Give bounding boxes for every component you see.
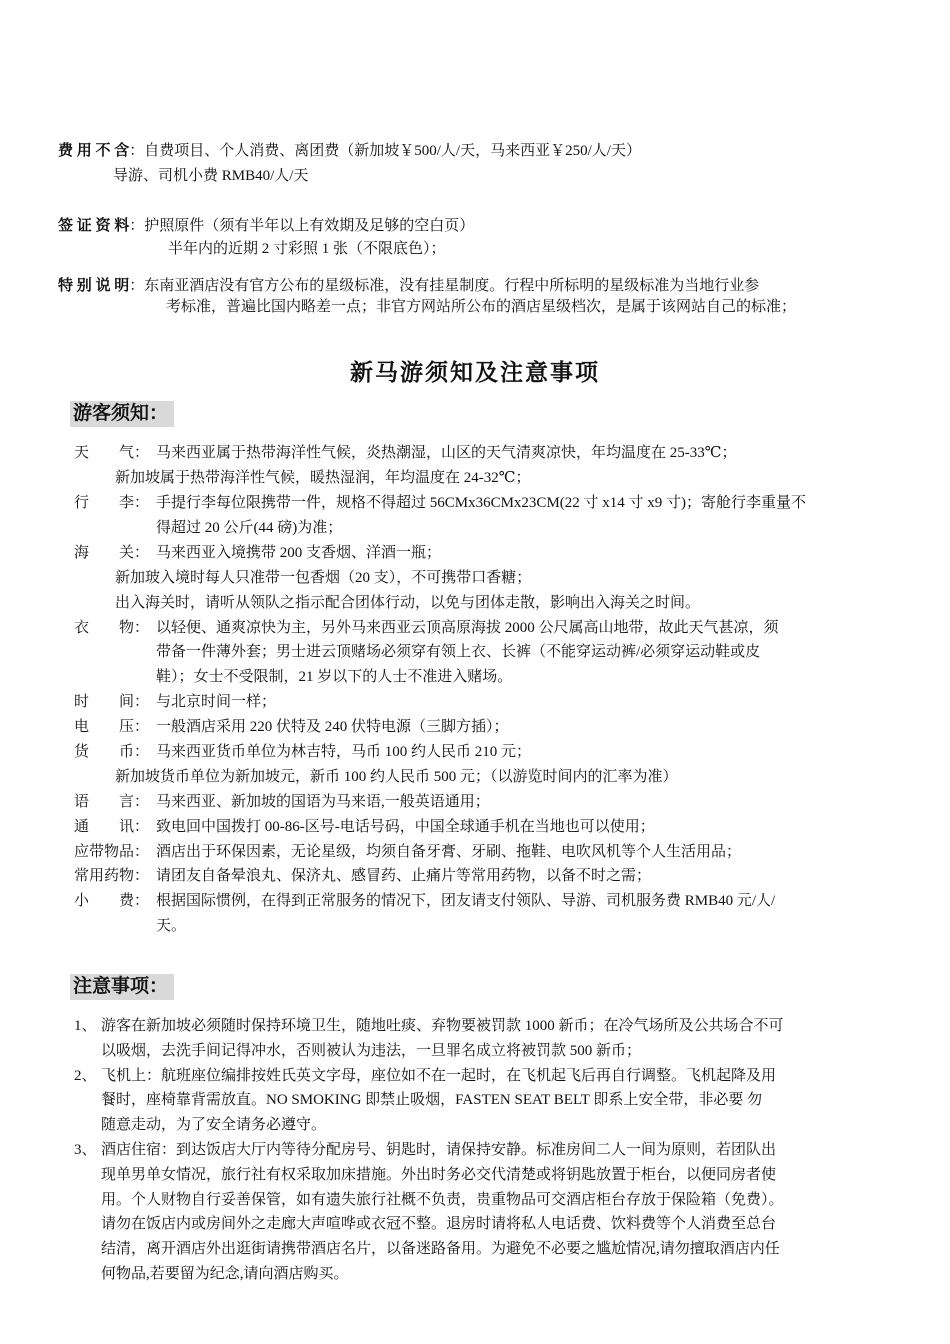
customs-text-2: 新加玻入境时每人只准带一包香烟（20 支），不可携带口香糖；: [115, 570, 532, 586]
guide-language: [74, 792, 490, 812]
weather-text-1: 马来西亚属于热带海洋性气候，炎热潮湿，山区的天气清爽凉快，年均温度在 25-33℃；: [156, 445, 737, 461]
guide-luggage: [74, 493, 806, 513]
voltage-text-1: 一般酒店采用 220 伏特及 240 伏特电源（三脚方插）；: [156, 719, 509, 735]
fee-text-1: ：自费项目、个人消费、离团费（新加坡￥500/人/天，马来西亚￥250/人/天）: [129, 143, 641, 159]
special-text-2: 考标准，普遍比国内略差一点；非官方网站所公布的酒店星级档次，是属于该网站自己的标准；: [166, 299, 797, 315]
voltage-label: 电 压：: [74, 719, 150, 735]
guide-tips: [74, 891, 775, 911]
guide-medicine: [74, 866, 651, 886]
items-label: 应带物品：: [74, 844, 150, 860]
note-2-line-1: 飞机上：航班座位编排按姓氏英文字母，座位如不在一起时，在飞机起飞后再自行调整。飞机起降及用: [101, 1068, 777, 1084]
note-3-line-6: 何物品,若要留为纪念,请向酒店购买。: [101, 1266, 349, 1282]
note-1-line-2: 以吸烟，去洗手间记得冲水，否则被认为违法，一旦罪名成立将被罚款 500 新币；: [101, 1043, 642, 1059]
guide-time: [74, 692, 276, 712]
meds-text-1: 请团友自备晕浪丸、保济丸、感冒药、止痛片等常用药物，以备不时之需；: [156, 868, 652, 884]
fee-row: [58, 141, 641, 161]
clothes-label: 衣 物：: [74, 620, 150, 636]
tips-text-1: 根据国际惯例，在得到正常服务的情况下，团友请支付领队、导游、司机服务费 RMB40 元/人/: [156, 893, 776, 909]
note-3-line-4: 请勿在饭店内或房间外之走廊大声喧哗或衣冠不整。退房时请将私人电话费、饮料费等个人消费至总台: [101, 1216, 777, 1232]
luggage-label: 行 李：: [74, 495, 150, 511]
note-3-line-2: 现单男单女情况，旅行社有权采取加床措施。外出时务必交代清楚或将钥匙放置于柜台，以便同房者使: [101, 1167, 777, 1183]
clothes-text-2: 带备一件薄外套；男士进云顶赌场必须穿有领上衣、长裤（不能穿运动裤/必须穿运动鞋或皮: [156, 644, 761, 660]
customs-label: 海 关：: [74, 545, 150, 561]
special-label: 特 别 说 明: [58, 278, 130, 294]
clothes-text-3: 鞋）；女士不受限制，21 岁以下的人士不准进入赌场。: [156, 669, 513, 685]
visa-row: [58, 216, 474, 236]
section-heading-notes: 注意事项：: [70, 974, 174, 1000]
note-1-line-1: 游客在新加坡必须随时保持环境卫生，随地吐痰、弃物要被罚款 1000 新币；在冷气场所及公共场合不可: [101, 1018, 784, 1034]
note-2-line-3: 随意走动，为了安全请务必遵守。: [101, 1117, 327, 1133]
section-heading-guide: 游客须知：: [70, 401, 174, 427]
comm-text-1: 致电回中国拨打 00-86-区号-电话号码，中国全球通手机在当地也可以使用；: [156, 819, 655, 835]
items-text-1: 酒店出于环保因素，无论星级，均须自备牙膏、牙刷、拖鞋、电吹风机等个人生活用品；: [156, 844, 742, 860]
fee-label: 费 用 不 含: [58, 143, 130, 159]
guide-customs: [74, 543, 441, 563]
special-row: [58, 276, 759, 296]
visa-text-2: 半年内的近期 2 寸彩照 1 张（不限底色）；: [168, 241, 446, 257]
note-3-line-5: 结清，离开酒店外出逛街请携带酒店名片，以备迷路备用。为避免不必要之尴尬情况,请勿擅取酒店内任: [101, 1241, 780, 1257]
note-1-number: 1、: [74, 1018, 97, 1034]
clothes-text-1: 以轻便、通爽凉快为主，另外马来西亚云顶高原海拔 2000 公尺属高山地带，故此天气甚凉，须: [156, 620, 779, 636]
luggage-text-2: 得超过 20 公斤(44 磅)为准；: [156, 520, 343, 536]
customs-text-1: 马来西亚入境携带 200 支香烟、洋酒一瓶；: [156, 545, 442, 561]
time-label: 时 间：: [74, 694, 150, 710]
language-label: 语 言：: [74, 794, 150, 810]
tips-text-2: 天。: [156, 918, 187, 934]
weather-text-2: 新加坡属于热带海洋性气候，暖热湿润，年均温度在 24-32℃；: [115, 470, 531, 486]
meds-label: 常用药物：: [74, 868, 150, 884]
comm-label: 通 讯：: [74, 819, 150, 835]
tips-label: 小 费：: [74, 893, 150, 909]
customs-text-3: 出入海关时，请听从领队之指示配合团体行动，以免与团体走散，影响出入海关之时间。: [115, 595, 701, 611]
document-title: 新马游须知及注意事项: [350, 360, 600, 385]
guide-clothes: [74, 618, 779, 638]
note-3-line-1: 酒店住宿：到达饭店大厅内等待分配房号、钥匙时，请保持安静。标准房间二人一间为原则，若团队出: [101, 1142, 777, 1158]
note-3-line-3: 用。个人财物自行妥善保管，如有遗失旅行社概不负责，贵重物品可交酒店柜台存放于保险箱（免费）。: [101, 1192, 784, 1208]
visa-label: 签 证 资 料: [58, 218, 130, 234]
luggage-text-1: 手提行李每位限携带一件，规格不得超过 56CMx36CMx23CM(22 寸 x14 寸 x9 寸)；寄舱行李重量不: [156, 495, 807, 511]
currency-label: 货 币：: [74, 744, 150, 760]
language-text-1: 马来西亚、新加坡的国语为马来语,一般英语通用；: [156, 794, 490, 810]
guide-voltage: [74, 717, 509, 737]
special-text-1: ：东南亚酒店没有官方公布的星级标准，没有挂星制度。行程中所标明的星级标准为当地行业参: [129, 278, 760, 294]
currency-text-2: 新加坡货币单位为新加坡元，新币 100 约人民币 500 元；（以游览时间内的汇率为准）: [115, 769, 678, 785]
guide-currency: [74, 742, 531, 762]
guide-weather: [74, 443, 737, 463]
guide-communication: [74, 817, 655, 837]
fee-text-2: 导游、司机小费 RMB40/人/天: [113, 168, 309, 184]
currency-text-1: 马来西亚货币单位为林吉特，马币 100 约人民币 210 元；: [156, 744, 532, 760]
note-2-line-2: 餐时，座椅靠背需放直。NO SMOKING 即禁止吸烟，FASTEN SEAT BELT 即系上安全带，非必要 勿: [101, 1092, 763, 1108]
visa-text-1: ：护照原件（须有半年以上有效期及足够的空白页）: [129, 218, 475, 234]
note-2-number: 2、: [74, 1068, 97, 1084]
guide-items: [74, 842, 741, 862]
note-3-number: 3、: [74, 1142, 97, 1158]
weather-label: 天 气：: [74, 445, 150, 461]
time-text-1: 与北京时间一样；: [156, 694, 277, 710]
